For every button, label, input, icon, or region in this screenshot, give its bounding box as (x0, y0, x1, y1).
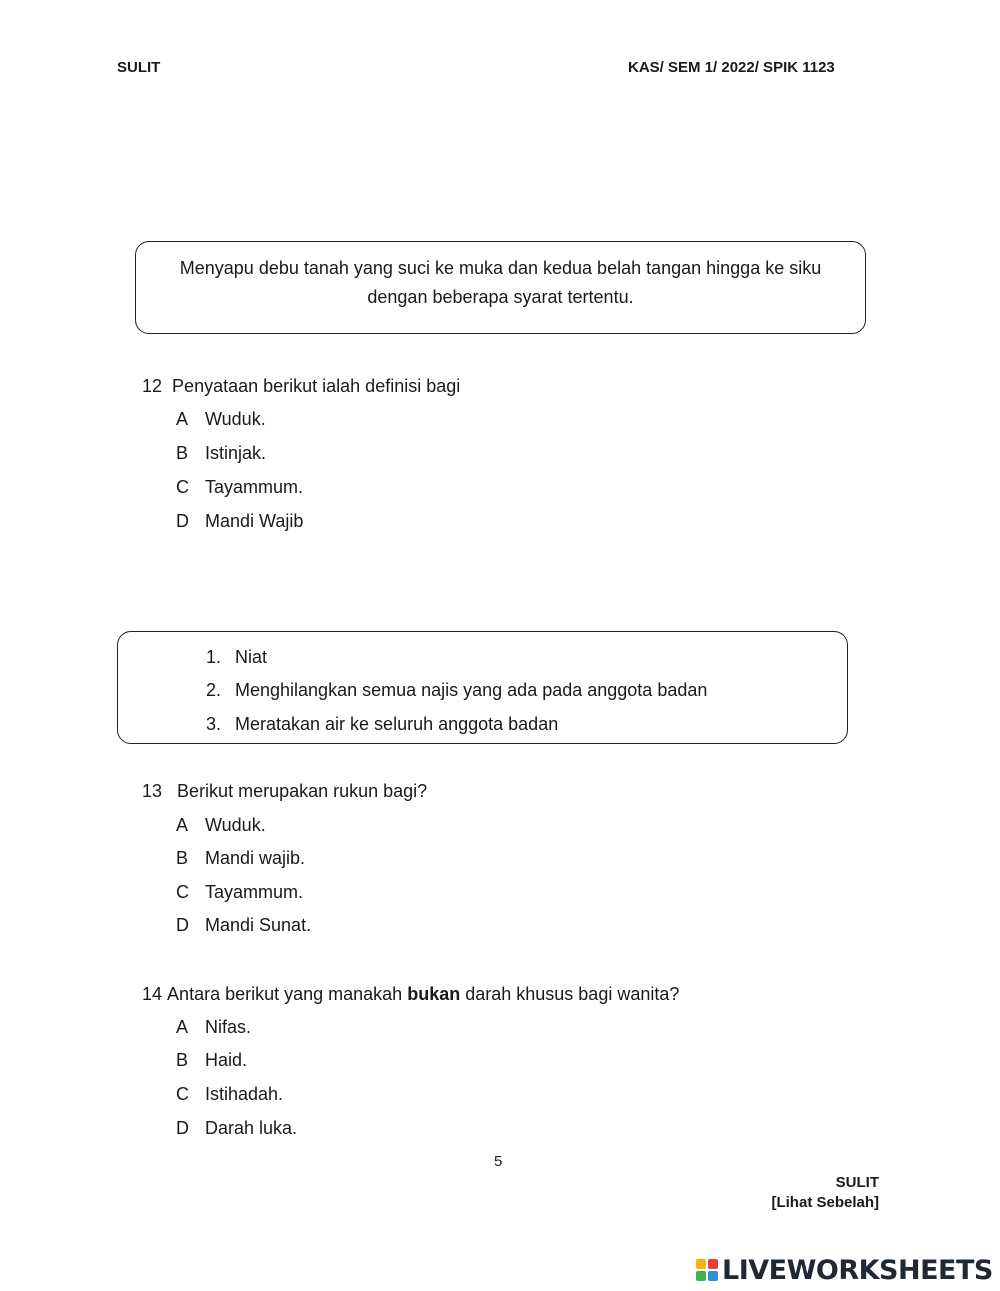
option-text: Nifas. (205, 1017, 252, 1037)
q12-option-c[interactable] (176, 477, 303, 498)
option-text: Tayammum. (205, 477, 304, 497)
option-text: Istinjak. (205, 443, 267, 463)
option-text: Haid. (205, 1050, 248, 1070)
option-letter: C (176, 882, 189, 902)
logo-square (708, 1271, 718, 1281)
definition-box (135, 241, 866, 334)
question-text: Penyataan berikut ialah definisi bagi (172, 376, 461, 396)
list-item (206, 647, 267, 668)
list-item-number: 1. (206, 647, 222, 667)
option-text: Darah luka. (205, 1118, 298, 1138)
option-letter: B (176, 443, 189, 463)
option-letter: D (176, 915, 189, 935)
question-text-after: darah khusus bagi wanita? (460, 984, 680, 1004)
logo-square (696, 1259, 706, 1269)
q12-option-a[interactable] (176, 409, 266, 430)
option-letter: D (176, 511, 189, 531)
list-item-text: Menghilangkan semua najis yang ada pada anggota badan (235, 680, 708, 700)
question-number: 12 (142, 376, 163, 396)
list-item-text: Meratakan air ke seluruh anggota badan (235, 714, 559, 734)
option-text: Tayammum. (205, 882, 304, 902)
option-text: Wuduk. (205, 815, 266, 835)
option-letter: B (176, 1050, 189, 1070)
option-letter: A (176, 815, 189, 835)
list-item (206, 680, 707, 701)
question-number: 14 (142, 984, 163, 1004)
option-text: Mandi wajib. (205, 848, 306, 868)
option-letter: C (176, 477, 189, 497)
option-letter: B (176, 848, 189, 868)
question-text-bold: bukan (407, 984, 461, 1004)
q13-option-a[interactable] (176, 815, 266, 836)
list-item-text: Niat (235, 647, 268, 667)
logo-icon (696, 1259, 718, 1281)
q14-option-b[interactable] (176, 1050, 247, 1071)
logo-square (708, 1259, 718, 1269)
question-13 (142, 781, 427, 802)
liveworksheets-logo[interactable] (696, 1254, 993, 1286)
option-text: Mandi Sunat. (205, 915, 312, 935)
footer-sulit: SULIT (835, 1174, 879, 1191)
list-item (206, 714, 558, 735)
page-number: 5 (494, 1153, 503, 1170)
q14-option-c[interactable] (176, 1084, 283, 1105)
option-text: Wuduk. (205, 409, 266, 429)
q13-option-b[interactable] (176, 848, 305, 869)
q12-option-d[interactable] (176, 511, 303, 532)
question-14 (142, 984, 679, 1005)
question-12 (142, 376, 460, 397)
logo-text: LIVEWORKSHEETS (722, 1254, 993, 1286)
option-text: Mandi Wajib (205, 511, 304, 531)
option-letter: C (176, 1084, 189, 1104)
q13-option-d[interactable] (176, 915, 311, 936)
rukun-list-box (117, 631, 848, 744)
list-item-number: 2. (206, 680, 222, 700)
question-number: 13 (142, 781, 163, 801)
q13-option-c[interactable] (176, 882, 303, 903)
option-letter: A (176, 1017, 189, 1037)
question-text: Berikut merupakan rukun bagi? (177, 781, 428, 801)
header-left: SULIT (117, 59, 161, 76)
header-right: KAS/ SEM 1/ 2022/ SPIK 1123 (628, 59, 835, 76)
definition-text: Menyapu debu tanah yang suci ke muka dan kedua belah tangan hingga ke siku dengan beberapa syarat tertentu. (179, 258, 822, 307)
q14-option-d[interactable] (176, 1118, 297, 1139)
q14-option-a[interactable] (176, 1017, 251, 1038)
logo-square (696, 1271, 706, 1281)
footer-lihat-sebelah: [Lihat Sebelah] (771, 1194, 879, 1211)
question-text-before: Antara berikut yang manakah (167, 984, 408, 1004)
option-letter: A (176, 409, 189, 429)
list-item-number: 3. (206, 714, 222, 734)
option-text: Istihadah. (205, 1084, 284, 1104)
q12-option-b[interactable] (176, 443, 266, 464)
option-letter: D (176, 1118, 189, 1138)
